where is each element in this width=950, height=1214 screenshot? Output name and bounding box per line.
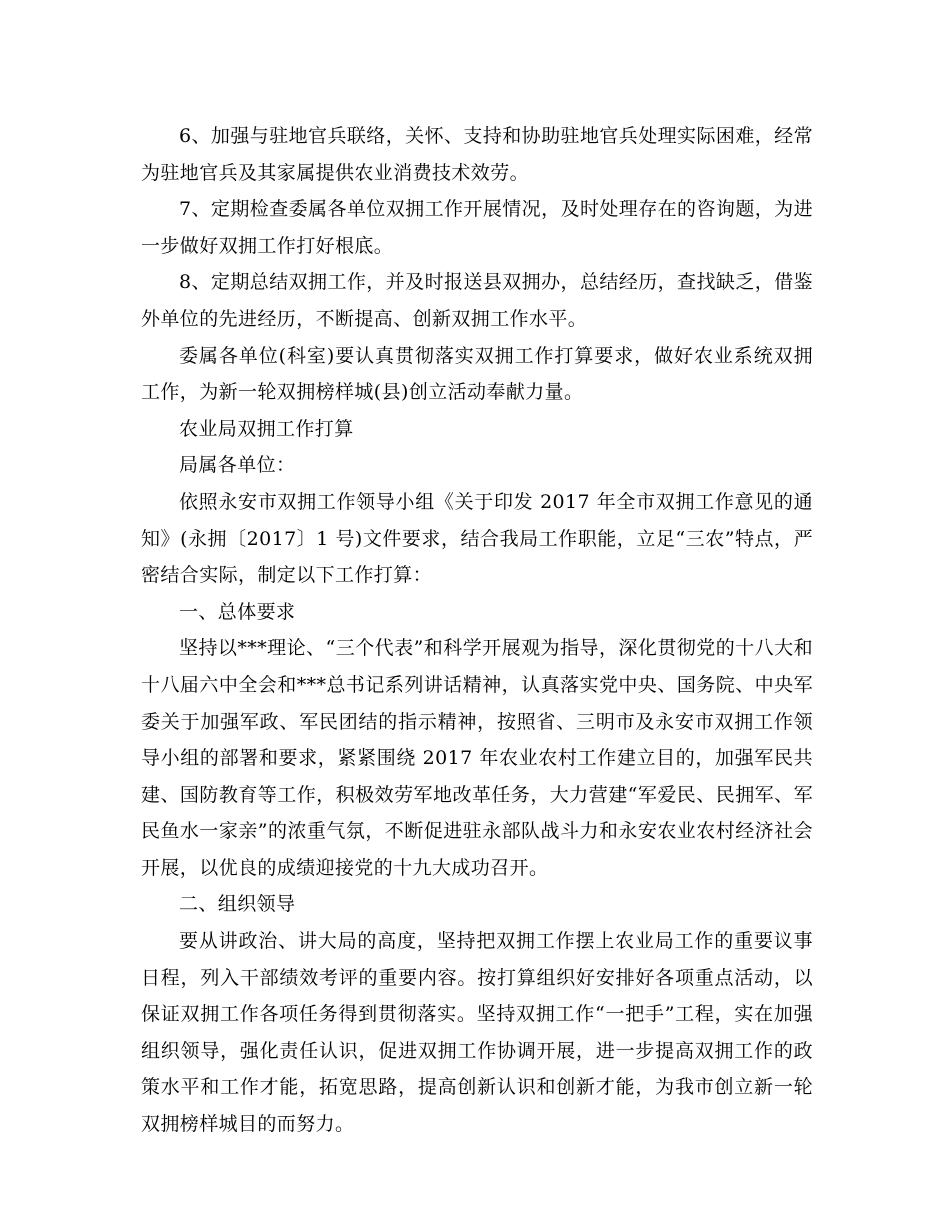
section-heading-organization: 二、组织领导 <box>179 893 296 916</box>
salutation: 局属各单位： <box>179 454 296 477</box>
general-requirements-paragraph: 坚持以***理论、“三个代表”和科学开展观为指导，深化贯彻党的十八大和十八届六中全会和***总书记系列讲话精神，认真落实党中央、国务院、中央军委关于加强军政、军民团结的指示精神，按照省、三明市及永安市双拥工作领导小组的部署和要求，紧紧围绕 2017 年农业农村工作建立目的，加强军民共建、国防教育等工作，积极效劳军地改革任务，大力营建“军爱民、民拥军、军民鱼水一家亲”的浓重气氛，不断促进驻永部队战斗力和永安农业农村经济社会开展，以优良的成绩迎接党的十九大成功召开。 <box>141 637 813 879</box>
paragraph-item-8: 8、定期总结双拥工作，并及时报送县双拥办，总结经历，查找缺乏，借鉴外单位的先进经历，不断提高、创新双拥工作水平。 <box>141 271 813 330</box>
paragraph-item-7: 7、定期检查委属各单位双拥工作开展情况，及时处理存在的咨询题，为进一步做好双拥工作打好根底。 <box>141 198 813 257</box>
document-title: 农业局双拥工作打算 <box>179 417 354 440</box>
intro-paragraph: 依照永安市双拥工作领导小组《关于印发 2017 年全市双拥工作意见的通知》(永拥〔2017〕1 号)文件要求，结合我局工作职能，立足“三农”特点，严密结合实际，制定以下工作打算： <box>141 490 813 587</box>
section-heading-general-requirements: 一、总体要求 <box>179 600 296 623</box>
closing-paragraph: 委属各单位(科室)要认真贯彻落实双拥工作打算要求，做好农业系统双拥工作，为新一轮双拥榜样城(县)创立活动奉献力量。 <box>141 344 813 404</box>
document-body <box>141 118 813 1143</box>
paragraph-item-6: 6、加强与驻地官兵联络，关怀、支持和协助驻地官兵处理实际困难，经常为驻地官兵及其家属提供农业消费技术效劳。 <box>141 125 813 184</box>
organization-paragraph: 要从讲政治、讲大局的高度，坚持把双拥工作摆上农业局工作的重要议事日程，列入干部绩效考评的重要内容。按打算组织好安排好各项重点活动，以保证双拥工作各项任务得到贯彻落实。坚持双拥工作“一把手”工程，实在加强组织领导，强化责任认识，促进双拥工作协调开展，进一步提高双拥工作的政策水平和工作才能，拓宽思路，提高创新认识和创新才能，为我市创立新一轮双拥榜样城目的而努力。 <box>141 930 813 1136</box>
